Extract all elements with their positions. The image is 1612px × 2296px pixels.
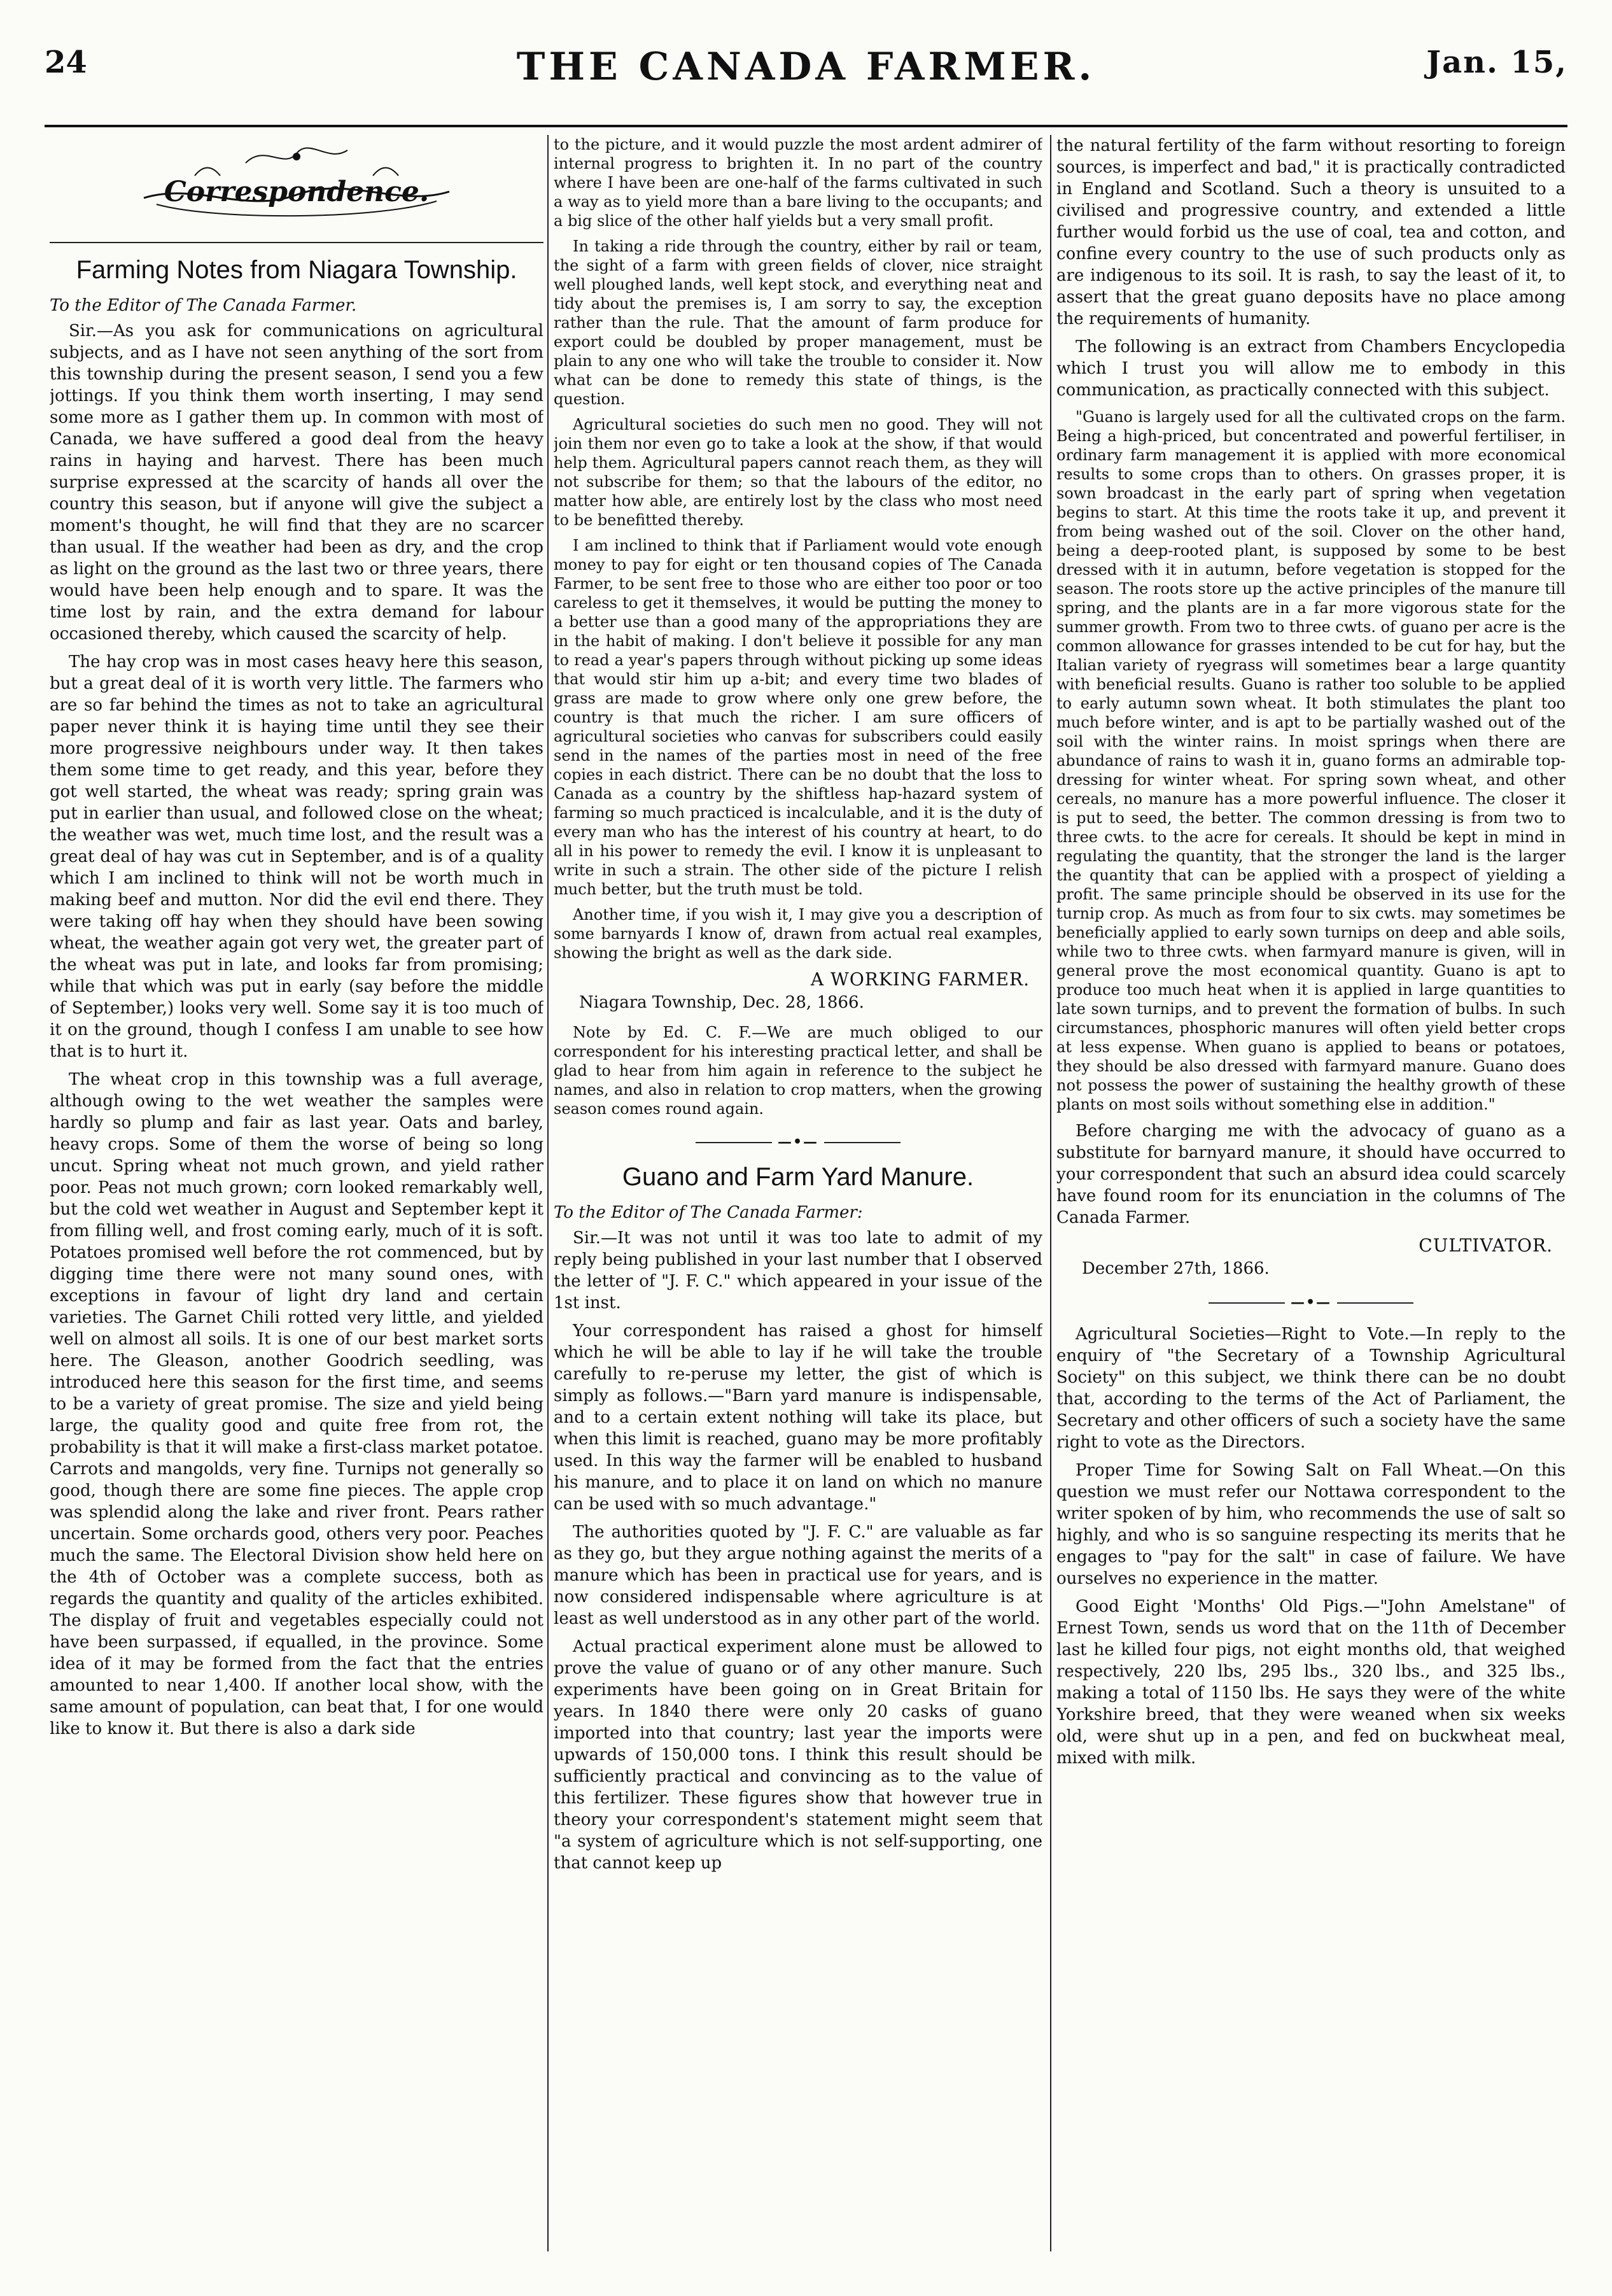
column-1 xyxy=(50,135,543,2251)
page-header xyxy=(38,45,1574,115)
article-paragraph: The following is an extract from Chambers Encyclopedia which I trust you will allow me to embody in this communication, as practically connected with this subject. xyxy=(1056,337,1566,400)
correspondence-ornament xyxy=(50,137,543,233)
article-paragraph: In taking a ride through the country, either by rail or team, the sight of a farm with green fields of clover, nice straight well ploughed lands, well kept stock, and everything neat and tidy about the premises is, I am sorry to say, the exception rather than the rule. That the amount of farm produce for export could be doubled by proper management, must be plain to any one who will take the trouble to consider it. Now what can be done to remedy this state of things, is the question. xyxy=(554,237,1042,408)
article-paragraph: Another time, if you wish it, I may give you a description of some barnyards I know of, drawn from actual real examples, showing the bright as well as the dark side. xyxy=(554,906,1042,962)
column-2 xyxy=(554,135,1042,2251)
signature: CULTIVATOR. xyxy=(1419,1235,1553,1256)
issue-date: Jan. 15, xyxy=(1426,45,1567,80)
article-paragraph: The hay crop was in most cases heavy here this season, but a great deal of it is worth very little. The farmers who are so far behind the times as not to take an agricultural paper never think it is haying time until they see their more progressive neighbours under way. It then takes them some time to get ready, and this year, before they got well started, the wheat was ready; spring grain was put in earlier than usual, and followed close on the wheat; the weather was wet, much time lost, and the result was a great deal of hay was cut in September, and is of a quality which I am inclined to think will not be worth much in making beef and mutton. Nor did the evil end there. They were taking off hay when they should have been sowing wheat, the weather again got very wet, the greater part of the wheat was put in late, and looks far from promising; while that which was put in early (say before the middle of September,) looks very well. Some say it is too much of it on the ground, though I confess I am unable to see how that is to hurt it. xyxy=(50,652,543,1061)
signature: A WORKING FARMER. xyxy=(810,969,1030,990)
news-note: Proper Time for Sowing Salt on Fall Wheat.—On this question we must refer our Nottawa correspondent to the writer spoken of by him, who recommends the use of salt so highly, and who is so sanguine respecting its merits that he engages to "pay for the salt" in case of failure. We have ourselves no experience in the matter. xyxy=(1056,1461,1566,1588)
flourish-icon xyxy=(118,137,475,233)
encyclopedia-quote: "Guano is largely used for all the cultivated crops on the farm. Being a high-priced, but concentrated and powerful fertiliser, in ordinary farm management it is applied with more economical results to some crops than to others. On grasses proper, it is sown broadcast in the early part of spring when vegetation begins to start. At this time the roots take it up, and prevent it from being washed out of the soil. Clover on the other hand, being a deep-rooted plant, is supposed by some to be best dressed with it in autumn, before vegetation is stopped for the season. The roots store up the active principles of the manure till spring, and the plants are in a far more vigorous state for the summer growth. From two to three cwts. of guano per acre is the common allowance for grasses intended to be cut for hay, but the Italian variety of ryegrass will sometimes bear a large quantity with beneficial results. Guano is rather too soluble to be applied to early autumn sown wheat. It both stimulates the plant too much before winter, and is apt to be partially washed out of the soil with the winter rains. In moist springs when there are abundance of rains to wash it in, guano forms an admirable top-dressing for winter wheat. For spring sown wheat, and other cereals, no manure has a more powerful influence. The closer it is put to seed, the better. The common dressing is from two to three cwts. to the acre for cereals. It should be kept in mind in regulating the quantity, that the stronger the land is the larger the quantity that can be applied with a prospect of yielding a profit. The same principle should be observed in its use for the turnip crop. As much as from four to six cwts. may sometimes be beneficially applied to early sown turnips on deep and able soils, while two to three cwts. when farmyard manure is given, will in general prove the most economical quantity. Guano is apt to produce too much heat when it is applied in large quantities to late sown turnips, and to prevent the formation of bulbs. In such circumstances, phosphoric manures will often yield better crops at less expense. When guano is applied to beans or potatoes, they should be also dressed with farmyard manure. Guano does not possess the power of sustaining the healthy growth of these plants on most soils without something else in addition." xyxy=(1056,408,1566,1113)
header-rule xyxy=(45,125,1567,127)
column-3 xyxy=(1056,135,1566,2251)
article-paragraph: to the picture, and it would puzzle the most ardent admirer of internal progress to brighten it. In no part of the country where I have been are one-half of the farms cultivated in such a way as to yield more than a bare living to the occupants; and a big slice of the other half yields but a very small profit. xyxy=(554,136,1042,230)
article-dateline: To the Editor of The Canada Farmer. xyxy=(50,296,357,315)
column-rule-right xyxy=(1050,135,1051,2251)
place-date: December 27th, 1866. xyxy=(1082,1259,1270,1278)
article-paragraph: Before charging me with the advocacy of guano as a substitute for barnyard manure, it should have occurred to your correspondent that such an absurd idea could scarcely have found room for its enunciation in the columns of The Canada Farmer. xyxy=(1056,1122,1566,1227)
column-rule-left xyxy=(547,135,549,2251)
section-divider: —•— xyxy=(554,1134,1042,1150)
article-paragraph: Sir.—It was not until it was too late to admit of my reply being published in your last number that I observed the letter of "J. F. C." which appeared in your issue of the 1st inst. xyxy=(554,1229,1042,1313)
article-paragraph: Sir.—As you ask for communications on agricultural subjects, and as I have not seen anything of the sort from this township during the present season, I send you a few jottings. If you think them worth inserting, I may send some more as I gather them up. In common with most of Canada, we have suffered a good deal from the heavy rains in haying and harvest. There has been much surprise expressed at the scarcity of hands all over the country this season, but if anyone will give the subject a moment's thought, he will find that they are no scarcer than usual. If the weather had been as dry, and the crop as light on the ground as the last two or three years, there would have been help enough and to spare. It was the time lost by rain, and the extra demand for labour occasioned thereby, which caused the scarcity of help. xyxy=(50,321,543,644)
section-rule xyxy=(50,242,543,243)
article-paragraph: Your correspondent has raised a ghost for himself which he will be able to lay if he will take the trouble carefully to re-peruse my letter, the gist of which is simply as follows.—"Barn yard manure is indispensable, and to a certain extent nothing will take its place, but when this limit is reached, guano may be more profitably used. In this way the farmer will be enabled to husband his manure, and to place it on land on which no manure can be used with so much advantage." xyxy=(554,1321,1042,1514)
article-title-farming-notes: Farming Notes from Niagara Township. xyxy=(76,256,517,284)
article-paragraph: I am inclined to think that if Parliament would vote enough money to pay for eight or ten thousand copies of The Canada Farmer, to be sent free to those who are either too poor or too careless to get it themselves, it would be putting the money to a better use than a good many of the appropriations they are in the habit of making. I don't believe it possible for any man to read a year's papers through without picking up some ideas that would stir him up a-bit; and every time two blades of grass are made to grow where only one grew before, the country is that much the richer. I am sure officers of agricultural societies who canvas for subscribers could easily send in the names of the parties most in need of the free copies in each district. There can be no doubt that the loss to Canada as a country by the shiftless hap-hazard system of farming so much practiced is incalculable, and it is the duty of every man who has the interest of his country at heart, to do all in his power to remedy the evil. I know it is unpleasant to write in such a strain. The other side of the picture I relish much better, but the truth must be told. xyxy=(554,537,1042,898)
article-paragraph: The wheat crop in this township was a full average, although owing to the wet weather the samples were hardly so plump and fair as last year. Oats and barley, heavy crops. Some of them the worse of being so long uncut. Spring wheat not much grown, and yield rather poor. Peas not much grown; corn looked remarkably well, but the cold wet weather in August and September kept it from filling well, and frost coming early, much of it is soft. Potatoes promised well before the rot commenced, but by digging time there were not many sound ones, with exceptions in favour of light dry land and certain varieties. The Garnet Chili rotted very little, and yielded well on almost all soils. It is one of our best market sorts here. The Gleason, another Goodrich seedling, was introduced here this season for the first time, and seems to be a variety of great promise. The size and yield being large, the quality good and quite free from rot, the probability is that it will make a first-class market potatoe. Carrots and mangolds, very fine. Turnips not generally so good, though there are some fine pieces. The apple crop was splendid along the lake and river front. Pears rather uncertain. Some orchards good, others very poor. Peaches much the same. The Electoral Division show held here on the 4th of October was a complete success, both as regards the quantity and quality of the articles exhibited. The display of fruit and vegetables especially could not have been surpassed, if equalled, in the province. Some idea of it may be formed from the fact that the entries amounted to near 1,400. If another local show, with the same amount of population, can beat that, I for one would like to know it. But there is also a dark side xyxy=(50,1070,543,1738)
page-number: 24 xyxy=(45,45,87,80)
article-dateline: To the Editor of The Canada Farmer: xyxy=(554,1203,863,1222)
editor-note: Note by Ed. C. F.—We are much obliged to our correspondent for his interesting practical letter, and shall be glad to hear from him again in reference to the subject he names, and also in relation to crop matters, when the growing season comes round again. xyxy=(554,1024,1042,1118)
svg-text:Correspondence.: Correspondence. xyxy=(164,176,430,208)
news-note: Good Eight 'Months' Old Pigs.—"John Amelstane" of Ernest Town, sends us word that on the 11th of December last he killed four pigs, not eight months old, that weighed respectively, 220 lbs, 295 lbs., 320 lbs., and 325 lbs., making a total of 1150 lbs. He says they were of the white Yorkshire breed, that they were weaned when six weeks old, were shut up in a pen, and fed on buckwheat meal, mixed with milk. xyxy=(1056,1597,1566,1768)
section-divider: —•— xyxy=(1056,1294,1566,1311)
article-paragraph: The authorities quoted by "J. F. C." are valuable as far as they go, but they argue nothing against the merits of a manure which has been in practical use for years, and is now considered indispensable where agriculture is at least as well understood as in any other part of the world. xyxy=(554,1523,1042,1628)
article-paragraph: Agricultural societies do such men no good. They will not join them nor even go to take a look at the show, if that would help them. Agricultural papers cannot reach them, as they will not subscribe for them; so that the labours of the editor, no matter how able, are entirely lost by the class who most need to be benefitted thereby. xyxy=(554,416,1042,529)
masthead-title: THE CANADA FARMER. xyxy=(516,45,1096,89)
article-title-guano: Guano and Farm Yard Manure. xyxy=(622,1163,974,1191)
place-date: Niagara Township, Dec. 28, 1866. xyxy=(579,993,864,1012)
article-paragraph: Actual practical experiment alone must be allowed to prove the value of guano or of any other manure. Such experiments have been going on in Great Britain for years. In 1840 there were only 20 casks of guano imported into that country; last year the imports were upwards of 150,000 tons. I think this result should be sufficiently practical and convincing as to the value of this fertilizer. These figures show that however true in theory your correspondent's statement might seem that "a system of agriculture which is not self-supporting, one that cannot keep up xyxy=(554,1637,1042,1873)
article-paragraph: the natural fertility of the farm without resorting to foreign sources, is imperfect and bad," it is practically contradicted in England and Scotland. Such a theory is unsuited to a civilised and progressive country, and extended a little further would forbid us the use of coal, tea and cotton, and confine every country to the use of such products only as are indigenous to its soil. It is rash, to say the least of it, to assert that the great guano deposits have no place among the requirements of humanity. xyxy=(1056,136,1566,328)
news-note: Agricultural Societies—Right to Vote.—In reply to the enquiry of "the Secretary of a Township Agricultural Society" on this subject, we think there can be no doubt that, according to the terms of the Act of Parliament, the Secretary and other officers of such a society have the same right to vote as the Directors. xyxy=(1056,1325,1566,1452)
